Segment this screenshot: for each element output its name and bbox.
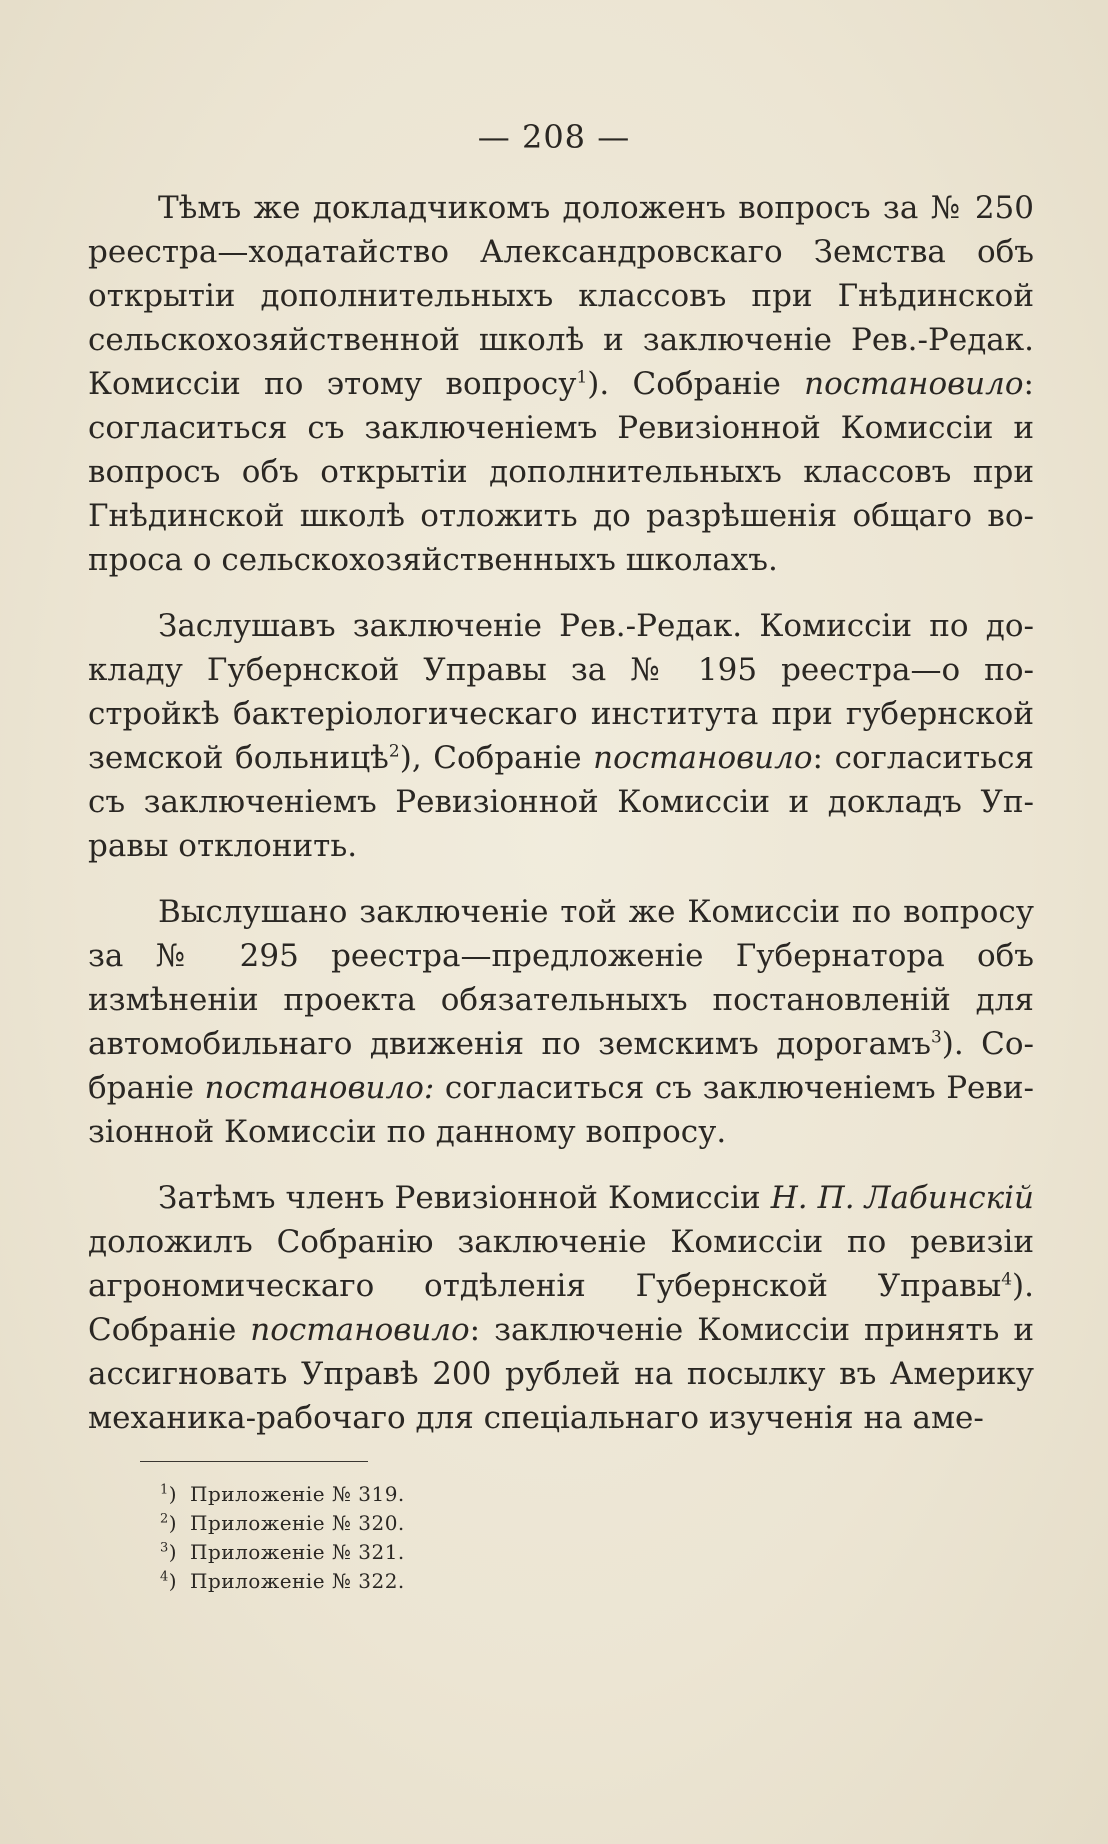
footnote-ref: 4 xyxy=(1001,1269,1013,1290)
emphasis-run: постановило: xyxy=(204,1070,435,1106)
text-run: ). Собраніе xyxy=(587,366,805,402)
footnote-divider xyxy=(140,1461,368,1462)
body-text xyxy=(88,186,1034,1462)
emphasis-run: постановило xyxy=(250,1312,470,1348)
footnotes xyxy=(160,1480,660,1596)
text-run: : заключеніе Комиссіи принять и ассигновать Управѣ 200 рублей на посылку въ Америку механика-рабочаго для спеціальнаго изученія на аме- xyxy=(88,1312,1035,1436)
text-run: : согласиться съ заключеніемъ Ревизіонной Комиссіи и вопросъ объ открытіи дополнительныхъ классовъ при Гнѣдинской школѣ отложить до разрѣшенія общаго вопроса о сельскохозяйственныхъ школахъ. xyxy=(88,366,1034,578)
paragraph xyxy=(88,604,1034,868)
footnote-item xyxy=(160,1567,660,1596)
text-run: : согласиться съ заключеніемъ Ревизіонной Комиссіи и докладъ Управы отклонить. xyxy=(88,740,1035,864)
text-run: согласиться съ заключеніемъ Ревизіонной Комиссіи по данному вопросу. xyxy=(88,1070,1034,1150)
footnote-text: Приложеніе № 321. xyxy=(190,1540,405,1564)
footnote-mark: $^3$) xyxy=(160,1540,178,1564)
footnote-mark: $^4$) xyxy=(160,1569,178,1593)
paragraph xyxy=(88,1176,1034,1440)
text-run: Тѣмъ же докладчикомъ доложенъ вопросъ за № 250 реестра—ходатайство Александровскаго Земства объ открытіи дополнительныхъ классовъ при Гнѣдинской сельскохозяйственной школѣ и заключеніе Рев.-Редак. Комиссіи по этому вопросу xyxy=(88,190,1034,402)
page-number: — 208 — xyxy=(477,118,631,156)
footnote-text: Приложеніе № 319. xyxy=(190,1482,405,1506)
paragraph xyxy=(88,890,1034,1154)
text-run: Затѣмъ членъ Ревизіонной Комиссіи xyxy=(158,1180,771,1216)
footnote-ref: 3 xyxy=(930,1027,942,1048)
emphasis-run: постановило xyxy=(804,366,1024,402)
footnote-ref: 1 xyxy=(576,367,588,388)
paragraph xyxy=(88,186,1034,582)
text-run: ). Собраніе xyxy=(88,1268,1034,1348)
text-run: Выслушано заключеніе той же Комиссіи по вопросу за № 295 реестра—предложеніе Губернатора объ измѣненіи проекта обязательныхъ постановленій для автомобильнаго движенія по земскимъ дорогамъ xyxy=(88,894,1034,1062)
footnote-text: Приложеніе № 322. xyxy=(190,1569,405,1593)
emphasis-run: постановило xyxy=(593,740,813,776)
text-run: Заслушавъ заключеніе Рев.-Редак. Комиссіи по докладу Губернской Управы за № 195 реестра—о постройкѣ бактеріологическаго института при губернской земской больницѣ xyxy=(88,608,1034,776)
footnote-mark: $^1$) xyxy=(160,1482,178,1506)
emphasis-run: Н. П. Лабинскій xyxy=(770,1180,1034,1216)
footnote-text: Приложеніе № 320. xyxy=(190,1511,405,1535)
footnote-item xyxy=(160,1538,660,1567)
text-run: доложилъ Собранію заключеніе Комиссіи по ревизіи агрономическаго отдѣленія Губернской Управы xyxy=(88,1224,1034,1304)
footnote-item xyxy=(160,1509,660,1538)
footnote-ref: 2 xyxy=(388,741,400,762)
footnote-item xyxy=(160,1480,660,1509)
text-run: ). Собраніе xyxy=(88,1026,1035,1106)
footnote-mark: $^2$) xyxy=(160,1511,178,1535)
text-run: ), Собраніе xyxy=(399,740,594,776)
